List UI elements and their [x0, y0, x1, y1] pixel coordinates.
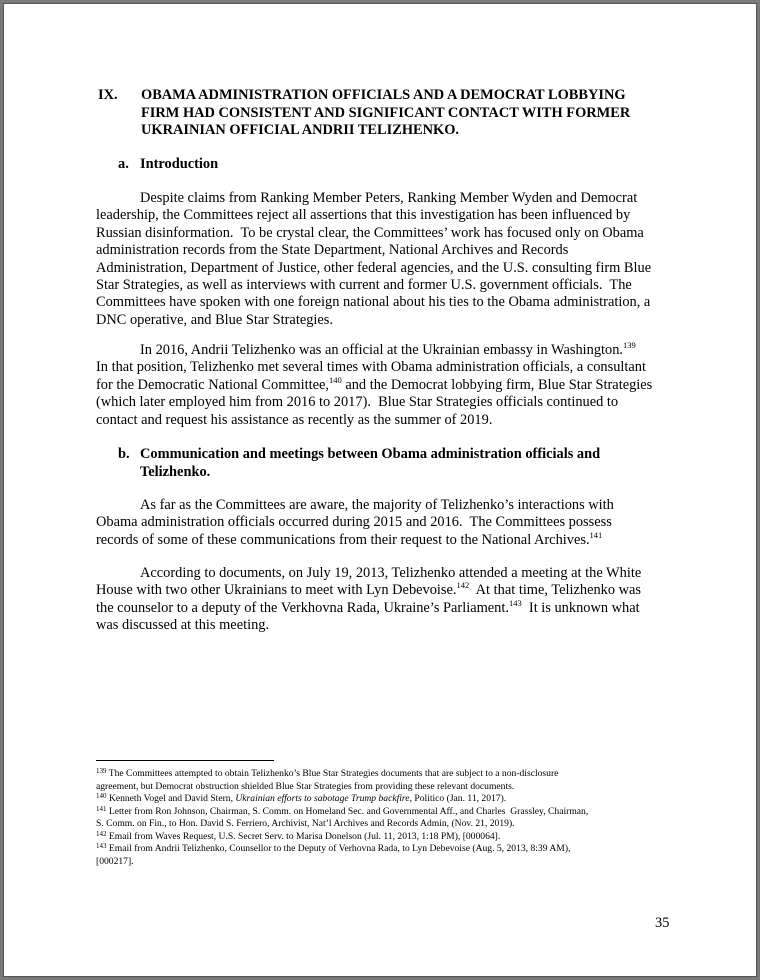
- text-line: According to documents, on July 19, 2013, Telizhenko attended a meeting at the White: [140, 565, 642, 581]
- section-title-line: UKRAINIAN OFFICIAL ANDRII TELIZHENKO.: [141, 122, 459, 138]
- footnote-text-line: agreement, but Democrat obstruction shielded Blue Star Strategies from providing these relevant documents.: [96, 780, 515, 792]
- footnote-139: $^{139}$ The Committees attempted to obtain Telizhenko’s Blue Star Strategies documents that are subject to a non-disclosure: [96, 767, 559, 779]
- footnote-text-line: S. Comm. on Fin., to Hon. David S. Ferriero, Archivist, Nat’l Archives and Records Admin, (Nov. 21, 2019).: [96, 818, 515, 829]
- text-line: records of some of these communications from their request to the National Archives.$^{141}$: [96, 529, 603, 548]
- text-line: House with two other Ukrainians to meet with Lyn Debevoise.$^{142}$ At that time, Telizhenko was: [96, 580, 642, 599]
- paragraph-introduction: [96, 190, 672, 329]
- text-line: administration records from the State Department, National Archives and Records: [96, 242, 569, 259]
- footnote-ref: 139: [623, 340, 636, 350]
- footnote-141: $^{141}$ Letter from Ron Johnson, Chairman, S. Comm. on Homeland Sec. and Governmental Aff., and Charles Grassley, Chairman,: [96, 804, 589, 817]
- paragraph-white-house-meeting: [96, 565, 672, 635]
- article-title: Ukrainian efforts to sabotage Trump backfire: [235, 793, 410, 804]
- text-line: Administration, Department of Justice, other federal agencies, and the U.S. consulting firm Blue: [96, 259, 652, 276]
- text-line: was discussed at this meeting.: [96, 617, 270, 634]
- text-line: the counselor to a deputy of the Verkhovna Rada, Ukraine’s Parliament.$^{143}$ It is unknown what: [96, 597, 640, 616]
- text-line: In that position, Telizhenko met several times with Obama administration officials, a consultant: [96, 359, 646, 376]
- page-number: 35: [655, 915, 670, 931]
- section-title-line: FIRM HAD CONSISTENT AND SIGNIFICANT CONTACT WITH FORMER: [141, 104, 631, 121]
- text-line: DNC operative, and Blue Star Strategies.: [96, 311, 333, 328]
- subsection-title: Introduction: [140, 156, 219, 172]
- footnote-ref: 143: [508, 597, 522, 608]
- footnote-143: $^{143}$ Email from Andrii Telizhenko, Counsellor to the Deputy of Verhovna Rada, to Lyn Debevoise (Aug. 5, 2013, 8:39 AM),: [96, 842, 571, 854]
- subsection-title-line: Communication and meetings between Obama administration officials and: [140, 446, 601, 462]
- subsection-a-heading: [118, 156, 678, 174]
- text-line: In 2016, Andrii Telizhenko was an official at the Ukrainian embassy in Washington.$^{139}$: [140, 340, 636, 358]
- text-line: Star Strategies, as well as interviews with current and former U.S. government officials. The: [96, 277, 632, 294]
- text-line: for the Democratic National Committee,$^{140}$ and the Democrat lobbying firm, Blue Star Strategies: [96, 374, 653, 393]
- subsection-b-heading: [118, 446, 678, 481]
- subsection-title-line: Telizhenko.: [140, 463, 211, 480]
- footnote-ref: 142: [456, 580, 470, 591]
- section-title-line: OBAMA ADMINISTRATION OFFICIALS AND A DEMOCRAT LOBBYING: [141, 87, 626, 103]
- footnote-142: $^{142}$ Email from Waves Request, U.S. Secret Serv. to Marisa Donelson (Jul. 11, 2013, 1:18 PM), [000064].: [96, 829, 501, 842]
- text-line: Russian disinformation. To be crystal clear, the Committees’ work has focused only on Obama: [96, 224, 644, 241]
- footnote-ref: 141: [589, 529, 603, 540]
- text-line: As far as the Committees are aware, the majority of Telizhenko’s interactions with: [140, 497, 614, 513]
- subsection-letter: b.: [118, 446, 130, 462]
- paragraph-telizhenko-2016: [96, 342, 672, 429]
- document-page: [3, 3, 757, 977]
- text-line: contact and request his assistance as recently as the summer of 2019.: [96, 411, 493, 428]
- footnote-separator: [96, 760, 274, 761]
- subsection-letter: a.: [118, 156, 129, 172]
- text-line: Obama administration officials occurred during 2015 and 2016. The Committees possess: [96, 514, 612, 531]
- footnote-140: $^{140}$ Kenneth Vogel and David Stern, Ukrainian efforts to sabotage Trump backfire, Politico (Jan. 11, 2017).: [96, 792, 507, 804]
- footnote-ref: 140: [328, 374, 342, 385]
- text-line: (which later employed him from 2016 to 2017). Blue Star Strategies officials continued to: [96, 394, 619, 411]
- text-line: Despite claims from Ranking Member Peters, Ranking Member Wyden and Democrat: [140, 190, 638, 206]
- footnote-text-line: [000217].: [96, 855, 134, 867]
- text-line: Committees have spoken with one foreign national about his ties to the Obama administration, a: [96, 294, 651, 311]
- section-number: IX.: [98, 87, 118, 103]
- paragraph-interactions: [96, 497, 672, 549]
- section-heading: [98, 87, 698, 140]
- footnotes: [96, 768, 686, 868]
- text-line: leadership, the Committees reject all assertions that this investigation has been influenced by: [96, 207, 631, 224]
